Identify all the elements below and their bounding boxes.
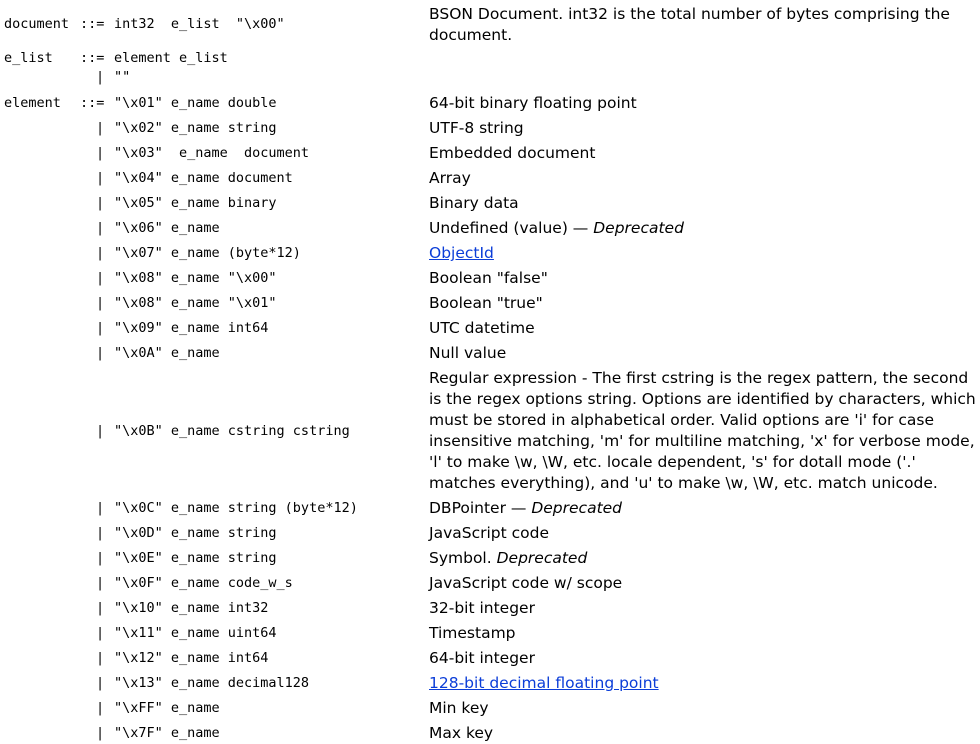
type-description-text: UTC datetime [429, 319, 535, 337]
type-description [429, 193, 978, 214]
type-description-text: JavaScript code w/ scope [429, 574, 623, 592]
rule-rhs: "" [114, 69, 131, 85]
rule-rhs: "\x0B" e_name cstring cstring [114, 423, 350, 439]
type-description-text: UTF-8 string [429, 119, 524, 137]
rule-lhs-element: element [4, 95, 61, 111]
rule-description: BSON Document. int32 is the total number of bytes comprising the document. [429, 5, 950, 44]
rule-rhs: "\x09" e_name int64 [114, 320, 269, 336]
rule-op: ::= [80, 16, 105, 32]
rule-rhs: "\x0C" e_name string (byte*12) [114, 500, 358, 516]
rule-rhs: "\x02" e_name string [114, 120, 277, 136]
rule-rhs: "\x07" e_name (byte*12) [114, 245, 301, 261]
rule-bar: | [96, 345, 105, 361]
type-description [429, 118, 978, 139]
rule-bar: | [96, 725, 105, 741]
type-description [429, 218, 978, 239]
type-description-text: Regular expression - The first cstring is the regex pattern, the second is the regex options string. Options are identified by characters, which must be stored in alphabetical order. Valid options are 'i' for case insensitive matching, 'm' for multiline matching, 'x' for verbose mode, 'l' to make \w, \W, etc. locale dependent, 's' for dotall mode ('.' matches everything), and 'u' to make \w, \W, etc. match unicode. [429, 369, 976, 492]
type-description [429, 548, 978, 569]
type-description [429, 598, 978, 619]
type-description-text: Null value [429, 344, 507, 362]
rule-rhs: int32 e_list "\x00" [114, 16, 285, 32]
rule-rhs: element e_list [114, 50, 228, 66]
type-description-text: 32-bit integer [429, 599, 535, 617]
type-description [429, 648, 978, 669]
type-description [429, 143, 978, 164]
deprecated-note: Deprecated [593, 219, 684, 237]
type-description [429, 573, 978, 594]
type-link[interactable]: 128-bit decimal floating point [429, 674, 659, 692]
rule-bar: | [96, 500, 105, 516]
rule-rhs: "\x08" e_name "\x01" [114, 295, 277, 311]
rule-rhs: "\x10" e_name int32 [114, 600, 269, 616]
rule-bar: | [96, 700, 105, 716]
rule-rhs: "\x7F" e_name [114, 725, 220, 741]
rule-rhs: "\x03" e_name document [114, 145, 310, 161]
type-description-text: Boolean "false" [429, 269, 548, 287]
type-description-text: Undefined (value) — [429, 219, 594, 237]
type-description [429, 168, 978, 189]
deprecated-note: Deprecated [531, 499, 623, 517]
rule-rhs: "\x01" e_name double [114, 95, 277, 111]
rule-rhs: "\x0E" e_name string [114, 550, 277, 566]
rule-bar: | [96, 320, 105, 336]
type-description-text: Timestamp [429, 624, 516, 642]
rule-rhs: "\x0F" e_name code_w_s [114, 575, 293, 591]
rule-bar: | [96, 625, 105, 641]
type-description [429, 318, 978, 339]
type-description-text: Symbol. [429, 549, 497, 567]
rule-rhs: "\x04" e_name document [114, 170, 293, 186]
rule-bar: | [96, 525, 105, 541]
type-description-text: 64-bit binary floating point [429, 94, 637, 112]
rule-rhs: "\x0A" e_name [114, 345, 220, 361]
rule-op: ::= [80, 95, 105, 111]
type-description-text: 64-bit integer [429, 649, 535, 667]
rule-rhs: "\x05" e_name binary [114, 195, 277, 211]
type-description-text: Min key [429, 699, 489, 717]
type-description [429, 368, 978, 494]
type-description-text: JavaScript code [429, 524, 550, 542]
type-description [429, 673, 978, 694]
rule-rhs: "\x0D" e_name string [114, 525, 277, 541]
rule-bar: | [96, 220, 105, 236]
rule-rhs: "\xFF" e_name [114, 700, 220, 716]
rule-bar: | [96, 295, 105, 311]
rule-bar: | [96, 423, 105, 439]
type-description [429, 93, 978, 114]
rule-rhs: "\x13" e_name decimal128 [114, 675, 310, 691]
type-description [429, 623, 978, 644]
rule-rhs: "\x12" e_name int64 [114, 650, 269, 666]
rule-bar: | [96, 195, 105, 211]
rule-rhs: "\x06" e_name [114, 220, 220, 236]
type-description-text: Binary data [429, 194, 519, 212]
rule-rhs: "\x11" e_name uint64 [114, 625, 277, 641]
type-description [429, 698, 978, 719]
type-description-text: Max key [429, 724, 494, 742]
type-description [429, 723, 978, 744]
type-description-text: DBPointer — [429, 499, 532, 517]
rule-lhs-e-list: e_list [4, 50, 53, 66]
type-description [429, 498, 978, 519]
rule-bar: | [96, 650, 105, 666]
rule-bar: | [96, 270, 105, 286]
type-description [429, 268, 978, 289]
rule-bar: | [96, 120, 105, 136]
rule-bar: | [96, 550, 105, 566]
rule-bar: | [96, 245, 105, 261]
type-description [429, 523, 978, 544]
type-description [429, 343, 978, 364]
rule-rhs: "\x08" e_name "\x00" [114, 270, 277, 286]
rule-bar: | [96, 145, 105, 161]
rule-bar: | [96, 69, 105, 85]
rule-op: ::= [80, 50, 105, 66]
type-description [429, 243, 978, 264]
type-description-text: Boolean "true" [429, 294, 543, 312]
rule-bar: | [96, 675, 105, 691]
rule-lhs-document: document [4, 16, 70, 32]
type-description [429, 293, 978, 314]
deprecated-note: Deprecated [496, 549, 588, 567]
type-link[interactable]: ObjectId [429, 244, 494, 262]
rule-bar: | [96, 575, 105, 591]
type-description-text: Embedded document [429, 144, 596, 162]
rule-bar: | [96, 600, 105, 616]
rule-bar: | [96, 170, 105, 186]
type-description-text: Array [429, 169, 471, 187]
